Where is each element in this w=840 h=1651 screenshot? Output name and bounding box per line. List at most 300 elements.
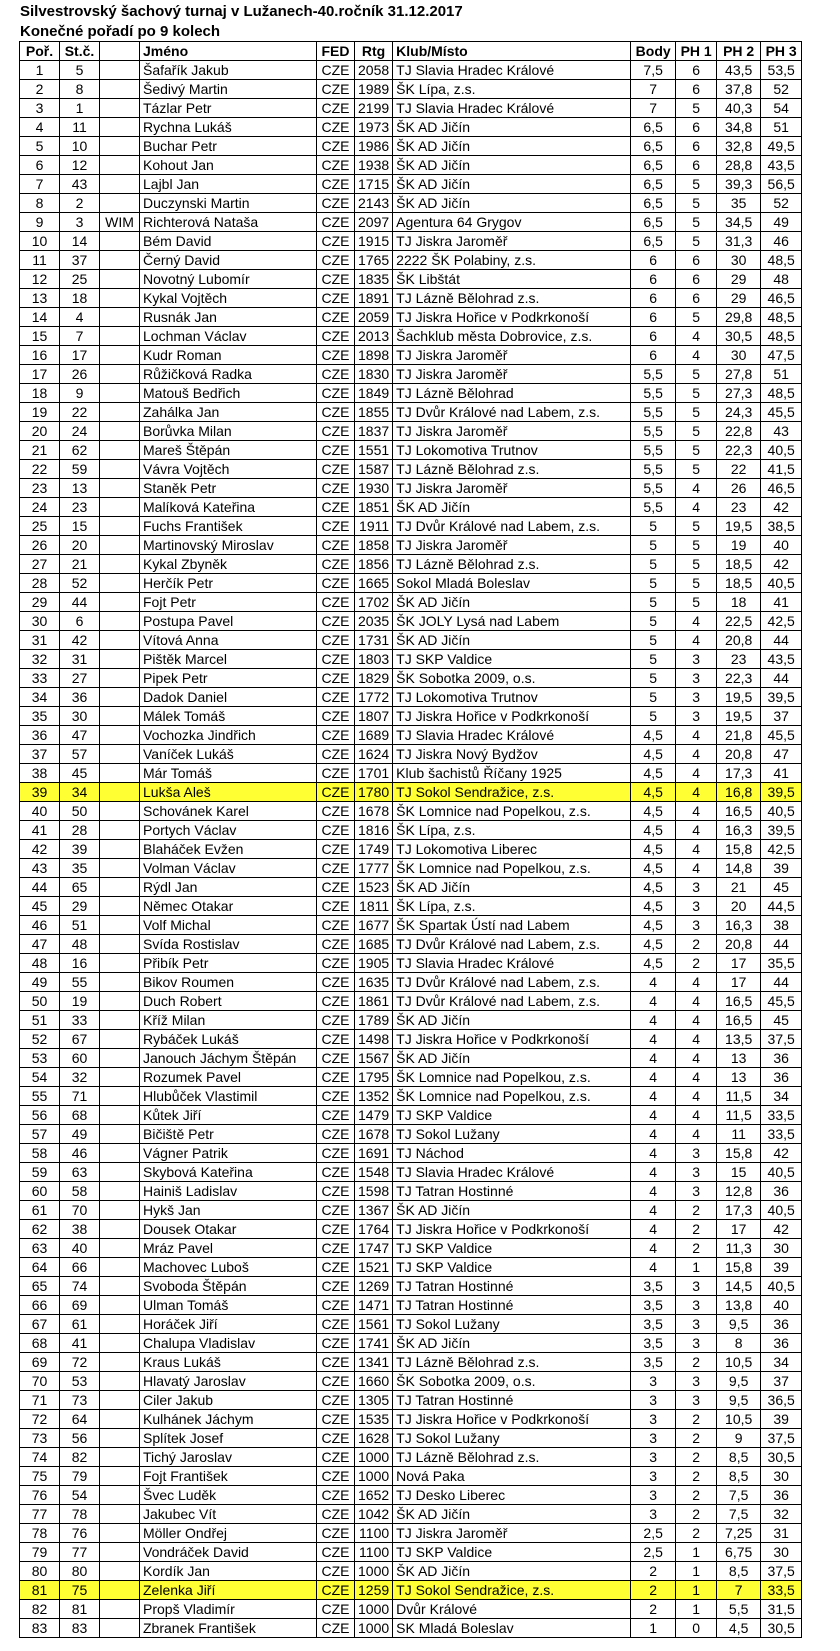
rank-cell: 23 — [20, 479, 60, 498]
table-row — [20, 726, 802, 745]
tiebreak-2-cell: 13 — [717, 1049, 761, 1068]
rank-cell: 15 — [20, 327, 60, 346]
title-cell — [100, 555, 140, 574]
col-header-title — [100, 42, 140, 61]
title-cell — [100, 1277, 140, 1296]
tiebreak-1-cell: 5 — [676, 422, 717, 441]
club-cell: TJ Dvůr Králové nad Labem, z.s. — [393, 973, 631, 992]
start-number-cell: 60 — [60, 1049, 100, 1068]
club-cell: TJ Slavia Hradec Králové — [393, 61, 631, 80]
rating-cell: 2035 — [355, 612, 393, 631]
start-number-cell: 72 — [60, 1353, 100, 1372]
tiebreak-2-cell: 7,5 — [717, 1486, 761, 1505]
title-cell — [100, 1163, 140, 1182]
federation-cell: CZE — [317, 992, 355, 1011]
tiebreak-1-cell: 2 — [676, 1429, 717, 1448]
rank-cell: 32 — [20, 650, 60, 669]
tiebreak-1-cell: 4 — [676, 612, 717, 631]
name-cell: Dadok Daniel — [140, 688, 317, 707]
start-number-cell: 58 — [60, 1182, 100, 1201]
rank-cell: 8 — [20, 194, 60, 213]
rank-cell: 28 — [20, 574, 60, 593]
title-cell: WIM — [100, 213, 140, 232]
table-row — [20, 1448, 802, 1467]
rank-cell: 12 — [20, 270, 60, 289]
name-cell: Mareš Štěpán — [140, 441, 317, 460]
tiebreak-1-cell: 2 — [676, 1486, 717, 1505]
federation-cell: CZE — [317, 403, 355, 422]
rank-cell: 13 — [20, 289, 60, 308]
rank-cell: 82 — [20, 1600, 60, 1619]
tiebreak-1-cell: 4 — [676, 992, 717, 1011]
tiebreak-2-cell: 17 — [717, 954, 761, 973]
federation-cell: CZE — [317, 1467, 355, 1486]
points-cell: 3 — [631, 1391, 676, 1410]
federation-cell: CZE — [317, 650, 355, 669]
tiebreak-1-cell: 3 — [676, 707, 717, 726]
tiebreak-3-cell: 36 — [761, 1334, 802, 1353]
start-number-cell: 39 — [60, 840, 100, 859]
rating-cell: 1259 — [355, 1581, 393, 1600]
club-cell: TJ Jiskra Jaroměř — [393, 365, 631, 384]
rank-cell: 10 — [20, 232, 60, 251]
table-row — [20, 61, 802, 80]
start-number-cell: 48 — [60, 935, 100, 954]
tiebreak-3-cell: 38 — [761, 916, 802, 935]
club-cell: TJ Lokomotiva Liberec — [393, 840, 631, 859]
rating-cell: 1548 — [355, 1163, 393, 1182]
start-number-cell: 82 — [60, 1448, 100, 1467]
start-number-cell: 51 — [60, 916, 100, 935]
federation-cell: CZE — [317, 1144, 355, 1163]
tiebreak-2-cell: 20,8 — [717, 935, 761, 954]
rank-cell: 35 — [20, 707, 60, 726]
rank-cell: 78 — [20, 1524, 60, 1543]
rank-cell: 70 — [20, 1372, 60, 1391]
table-row — [20, 1087, 802, 1106]
rating-cell: 1042 — [355, 1505, 393, 1524]
rank-cell: 3 — [20, 99, 60, 118]
start-number-cell: 65 — [60, 878, 100, 897]
name-cell: Kříž Milan — [140, 1011, 317, 1030]
tiebreak-3-cell: 33,5 — [761, 1106, 802, 1125]
points-cell: 6 — [631, 289, 676, 308]
club-cell: TJ Lázně Bělohrad — [393, 384, 631, 403]
name-cell: Herčík Petr — [140, 574, 317, 593]
tiebreak-1-cell: 2 — [676, 1467, 717, 1486]
rank-cell: 21 — [20, 441, 60, 460]
tiebreak-3-cell: 47 — [761, 745, 802, 764]
tiebreak-2-cell: 13,8 — [717, 1296, 761, 1315]
tiebreak-3-cell: 49,5 — [761, 137, 802, 156]
start-number-cell: 3 — [60, 213, 100, 232]
tiebreak-1-cell: 4 — [676, 1068, 717, 1087]
points-cell: 5 — [631, 555, 676, 574]
tiebreak-1-cell: 5 — [676, 175, 717, 194]
name-cell: Kykal Vojtěch — [140, 289, 317, 308]
points-cell: 4 — [631, 1258, 676, 1277]
tiebreak-3-cell: 39,5 — [761, 688, 802, 707]
rank-cell: 68 — [20, 1334, 60, 1353]
club-cell: ŠK Lomnice nad Popelkou, z.s. — [393, 1087, 631, 1106]
tiebreak-2-cell: 40,3 — [717, 99, 761, 118]
table-row — [20, 308, 802, 327]
name-cell: Matouš Bedřich — [140, 384, 317, 403]
rating-cell: 1000 — [355, 1600, 393, 1619]
points-cell: 6 — [631, 346, 676, 365]
club-cell: TJ Tatran Hostinné — [393, 1296, 631, 1315]
points-cell: 4 — [631, 1220, 676, 1239]
federation-cell: CZE — [317, 1581, 355, 1600]
table-row — [20, 1600, 802, 1619]
name-cell: Tázlar Petr — [140, 99, 317, 118]
tiebreak-3-cell: 37 — [761, 707, 802, 726]
name-cell: Schovánek Karel — [140, 802, 317, 821]
table-row — [20, 194, 802, 213]
tiebreak-2-cell: 7,25 — [717, 1524, 761, 1543]
start-number-cell: 34 — [60, 783, 100, 802]
club-cell: TJ Jiskra Jaroměř — [393, 479, 631, 498]
title-cell — [100, 726, 140, 745]
name-cell: Kykal Zbyněk — [140, 555, 317, 574]
points-cell: 4,5 — [631, 783, 676, 802]
tiebreak-3-cell: 40,5 — [761, 441, 802, 460]
club-cell: ŠK AD Jičín — [393, 593, 631, 612]
title-cell — [100, 992, 140, 1011]
points-cell: 4 — [631, 1144, 676, 1163]
tiebreak-1-cell: 6 — [676, 156, 717, 175]
title-cell — [100, 1011, 140, 1030]
table-row — [20, 251, 802, 270]
rating-cell: 1685 — [355, 935, 393, 954]
start-number-cell: 19 — [60, 992, 100, 1011]
points-cell: 6 — [631, 327, 676, 346]
rank-cell: 26 — [20, 536, 60, 555]
points-cell: 3,5 — [631, 1296, 676, 1315]
tiebreak-3-cell: 54 — [761, 99, 802, 118]
tiebreak-3-cell: 32 — [761, 1505, 802, 1524]
table-row — [20, 1220, 802, 1239]
tiebreak-2-cell: 22,3 — [717, 669, 761, 688]
club-cell: Nová Paka — [393, 1467, 631, 1486]
table-row — [20, 441, 802, 460]
tiebreak-1-cell: 5 — [676, 536, 717, 555]
club-cell: ŠK AD Jičín — [393, 1201, 631, 1220]
club-cell: ŠK AD Jičín — [393, 118, 631, 137]
tiebreak-1-cell: 4 — [676, 498, 717, 517]
tiebreak-3-cell: 48 — [761, 270, 802, 289]
federation-cell: CZE — [317, 897, 355, 916]
tiebreak-1-cell: 2 — [676, 1448, 717, 1467]
tiebreak-2-cell: 28,8 — [717, 156, 761, 175]
name-cell: Růžičková Radka — [140, 365, 317, 384]
club-cell: TJ SKP Valdice — [393, 1239, 631, 1258]
tiebreak-2-cell: 29 — [717, 289, 761, 308]
title-cell — [100, 1106, 140, 1125]
rating-cell: 2097 — [355, 213, 393, 232]
table-row — [20, 973, 802, 992]
table-row — [20, 1068, 802, 1087]
club-cell: TJ Dvůr Králové nad Labem, z.s. — [393, 992, 631, 1011]
federation-cell: CZE — [317, 669, 355, 688]
tiebreak-2-cell: 16,5 — [717, 992, 761, 1011]
title-cell — [100, 479, 140, 498]
name-cell: Skybová Kateřina — [140, 1163, 317, 1182]
table-row — [20, 99, 802, 118]
tiebreak-2-cell: 15,8 — [717, 1144, 761, 1163]
rank-cell: 43 — [20, 859, 60, 878]
federation-cell: CZE — [317, 1087, 355, 1106]
federation-cell: CZE — [317, 574, 355, 593]
club-cell: ŠK Lípa, z.s. — [393, 80, 631, 99]
tiebreak-3-cell: 52 — [761, 80, 802, 99]
start-number-cell: 35 — [60, 859, 100, 878]
tiebreak-3-cell: 40,5 — [761, 1201, 802, 1220]
rating-cell: 1635 — [355, 973, 393, 992]
tiebreak-3-cell: 43,5 — [761, 156, 802, 175]
table-row — [20, 403, 802, 422]
rank-cell: 51 — [20, 1011, 60, 1030]
tiebreak-1-cell: 6 — [676, 61, 717, 80]
rank-cell: 71 — [20, 1391, 60, 1410]
rank-cell: 14 — [20, 308, 60, 327]
rating-cell: 1811 — [355, 897, 393, 916]
points-cell: 4 — [631, 1182, 676, 1201]
club-cell: TJ Sokol Lužany — [393, 1125, 631, 1144]
tiebreak-2-cell: 16,5 — [717, 802, 761, 821]
table-row — [20, 1144, 802, 1163]
title-cell — [100, 460, 140, 479]
federation-cell: CZE — [317, 99, 355, 118]
start-number-cell: 73 — [60, 1391, 100, 1410]
points-cell: 6,5 — [631, 118, 676, 137]
club-cell: ŠK Lípa, z.s. — [393, 821, 631, 840]
points-cell: 6,5 — [631, 156, 676, 175]
points-cell: 6,5 — [631, 175, 676, 194]
club-cell: ŠK AD Jičín — [393, 1334, 631, 1353]
rating-cell: 1367 — [355, 1201, 393, 1220]
club-cell: ŠK AD Jičín — [393, 175, 631, 194]
tiebreak-2-cell: 15,8 — [717, 1258, 761, 1277]
rating-cell: 1498 — [355, 1030, 393, 1049]
club-cell: ŠK AD Jičín — [393, 1505, 631, 1524]
name-cell: Ciler Jakub — [140, 1391, 317, 1410]
name-cell: Postupa Pavel — [140, 612, 317, 631]
tiebreak-3-cell: 40,5 — [761, 574, 802, 593]
club-cell: ŠK AD Jičín — [393, 1049, 631, 1068]
tiebreak-3-cell: 37,5 — [761, 1030, 802, 1049]
rating-cell: 2143 — [355, 194, 393, 213]
federation-cell: CZE — [317, 1410, 355, 1429]
federation-cell: CZE — [317, 764, 355, 783]
name-cell: Kudr Roman — [140, 346, 317, 365]
federation-cell: CZE — [317, 555, 355, 574]
tiebreak-2-cell: 27,8 — [717, 365, 761, 384]
tiebreak-2-cell: 18,5 — [717, 574, 761, 593]
title-cell — [100, 232, 140, 251]
tiebreak-3-cell: 31 — [761, 1524, 802, 1543]
tiebreak-1-cell: 2 — [676, 935, 717, 954]
rank-cell: 7 — [20, 175, 60, 194]
table-row — [20, 1049, 802, 1068]
table-row — [20, 289, 802, 308]
table-row — [20, 1562, 802, 1581]
name-cell: Dousek Otakar — [140, 1220, 317, 1239]
tiebreak-1-cell: 3 — [676, 1277, 717, 1296]
name-cell: Hainiš Ladislav — [140, 1182, 317, 1201]
title-cell — [100, 783, 140, 802]
col-header-start-number: St.č. — [60, 42, 100, 61]
club-cell: TJ Jiskra Jaroměř — [393, 1524, 631, 1543]
start-number-cell: 79 — [60, 1467, 100, 1486]
tiebreak-1-cell: 3 — [676, 1296, 717, 1315]
tiebreak-3-cell: 30,5 — [761, 1448, 802, 1467]
points-cell: 4 — [631, 973, 676, 992]
club-cell: TJ Slavia Hradec Králové — [393, 726, 631, 745]
tiebreak-1-cell: 2 — [676, 1239, 717, 1258]
table-row — [20, 1315, 802, 1334]
title-cell — [100, 802, 140, 821]
name-cell: Janouch Jáchym Štěpán — [140, 1049, 317, 1068]
tiebreak-2-cell: 43,5 — [717, 61, 761, 80]
club-cell: TJ SKP Valdice — [393, 1106, 631, 1125]
federation-cell: CZE — [317, 1619, 355, 1638]
tiebreak-2-cell: 32,8 — [717, 137, 761, 156]
table-row — [20, 365, 802, 384]
table-row — [20, 745, 802, 764]
federation-cell: CZE — [317, 536, 355, 555]
name-cell: Kůtek Jiří — [140, 1106, 317, 1125]
points-cell: 3 — [631, 1448, 676, 1467]
tiebreak-3-cell: 38,5 — [761, 517, 802, 536]
table-row — [20, 764, 802, 783]
title-cell — [100, 1448, 140, 1467]
tiebreak-3-cell: 30 — [761, 1467, 802, 1486]
start-number-cell: 78 — [60, 1505, 100, 1524]
name-cell: Portych Václav — [140, 821, 317, 840]
tiebreak-3-cell: 44,5 — [761, 897, 802, 916]
start-number-cell: 45 — [60, 764, 100, 783]
club-cell: ŠK AD Jičín — [393, 137, 631, 156]
name-cell: Zahálka Jan — [140, 403, 317, 422]
name-cell: Möller Ondřej — [140, 1524, 317, 1543]
tiebreak-3-cell: 34 — [761, 1087, 802, 1106]
federation-cell: CZE — [317, 213, 355, 232]
points-cell: 3,5 — [631, 1353, 676, 1372]
title-cell — [100, 308, 140, 327]
rank-cell: 19 — [20, 403, 60, 422]
federation-cell: CZE — [317, 745, 355, 764]
start-number-cell: 22 — [60, 403, 100, 422]
tiebreak-1-cell: 4 — [676, 479, 717, 498]
start-number-cell: 24 — [60, 422, 100, 441]
name-cell: Bikov Roumen — [140, 973, 317, 992]
rank-cell: 74 — [20, 1448, 60, 1467]
rank-cell: 75 — [20, 1467, 60, 1486]
title-cell — [100, 631, 140, 650]
table-row — [20, 232, 802, 251]
tiebreak-1-cell: 1 — [676, 1258, 717, 1277]
federation-cell: CZE — [317, 1505, 355, 1524]
title-cell — [100, 973, 140, 992]
rating-cell: 1777 — [355, 859, 393, 878]
federation-cell: CZE — [317, 384, 355, 403]
tiebreak-2-cell: 15,8 — [717, 840, 761, 859]
club-cell: ŠK Lomnice nad Popelkou, z.s. — [393, 1068, 631, 1087]
tiebreak-2-cell: 18,5 — [717, 555, 761, 574]
rating-cell: 1741 — [355, 1334, 393, 1353]
table-row — [20, 1106, 802, 1125]
name-cell: Lochman Václav — [140, 327, 317, 346]
rank-cell: 66 — [20, 1296, 60, 1315]
name-cell: Borůvka Milan — [140, 422, 317, 441]
name-cell: Vaníček Lukáš — [140, 745, 317, 764]
start-number-cell: 40 — [60, 1239, 100, 1258]
title-cell — [100, 80, 140, 99]
name-cell: Přibík Petr — [140, 954, 317, 973]
name-cell: Chalupa Vladislav — [140, 1334, 317, 1353]
rank-cell: 16 — [20, 346, 60, 365]
title-cell — [100, 1201, 140, 1220]
table-row — [20, 802, 802, 821]
table-row — [20, 1182, 802, 1201]
tiebreak-3-cell: 48,5 — [761, 251, 802, 270]
rank-cell: 60 — [20, 1182, 60, 1201]
table-row — [20, 992, 802, 1011]
title-cell — [100, 840, 140, 859]
tiebreak-1-cell: 6 — [676, 118, 717, 137]
title-cell — [100, 1030, 140, 1049]
rating-cell: 1100 — [355, 1524, 393, 1543]
name-cell: Novotný Lubomír — [140, 270, 317, 289]
rank-cell: 9 — [20, 213, 60, 232]
federation-cell: CZE — [317, 1125, 355, 1144]
tiebreak-3-cell: 36 — [761, 1049, 802, 1068]
title-cell — [100, 1372, 140, 1391]
rank-cell: 36 — [20, 726, 60, 745]
club-cell: Sokol Mladá Boleslav — [393, 574, 631, 593]
start-number-cell: 75 — [60, 1581, 100, 1600]
points-cell: 3 — [631, 1429, 676, 1448]
table-row — [20, 1125, 802, 1144]
club-cell: TJ Jiskra Nový Bydžov — [393, 745, 631, 764]
tiebreak-3-cell: 36 — [761, 1182, 802, 1201]
tiebreak-3-cell: 40 — [761, 536, 802, 555]
federation-cell: CZE — [317, 118, 355, 137]
rating-cell: 2059 — [355, 308, 393, 327]
name-cell: Fuchs František — [140, 517, 317, 536]
table-row — [20, 1030, 802, 1049]
rating-cell: 1855 — [355, 403, 393, 422]
federation-cell: CZE — [317, 593, 355, 612]
rank-cell: 48 — [20, 954, 60, 973]
points-cell: 4 — [631, 1201, 676, 1220]
club-cell: TJ Lokomotiva Trutnov — [393, 688, 631, 707]
tiebreak-2-cell: 17 — [717, 973, 761, 992]
rating-cell: 1567 — [355, 1049, 393, 1068]
title-cell — [100, 935, 140, 954]
table-row — [20, 1372, 802, 1391]
table-row — [20, 878, 802, 897]
federation-cell: CZE — [317, 1562, 355, 1581]
rank-cell: 39 — [20, 783, 60, 802]
club-cell: TJ Dvůr Králové nad Labem, z.s. — [393, 935, 631, 954]
points-cell: 2 — [631, 1600, 676, 1619]
title-cell — [100, 118, 140, 137]
title-cell — [100, 1543, 140, 1562]
table-row — [20, 1429, 802, 1448]
tiebreak-3-cell: 33,5 — [761, 1581, 802, 1600]
